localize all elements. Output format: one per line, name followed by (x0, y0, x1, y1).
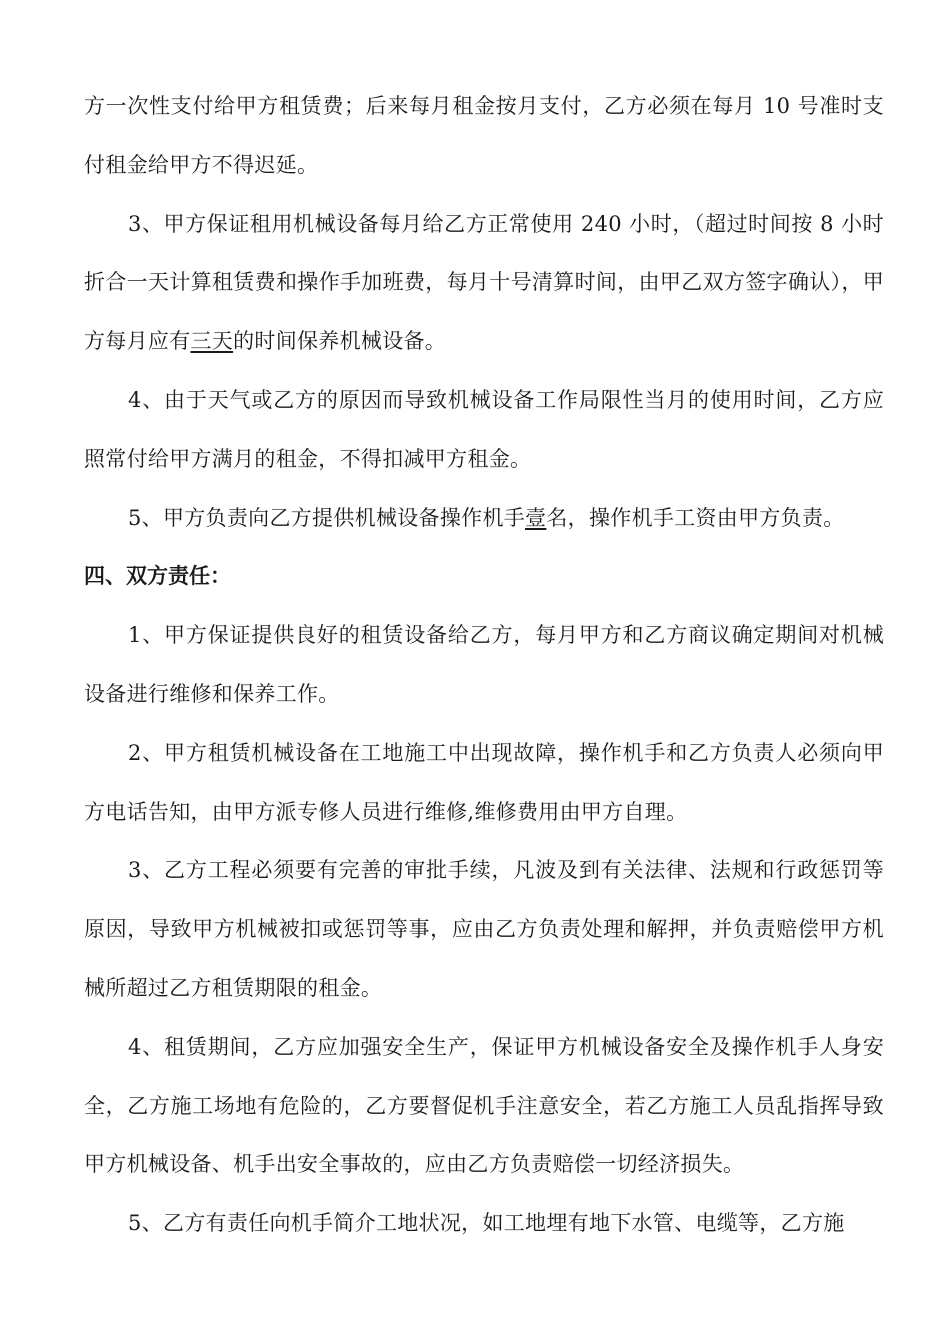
paragraph-item-3 (84, 195, 884, 371)
paragraph-item-5 (84, 489, 884, 548)
underlined-days: 三天 (190, 329, 234, 354)
paragraph-item-4: 4、由于天气或乙方的原因而导致机械设备工作局限性当月的使用时间，乙方应照常付给甲方满月的租金，不得扣减甲方租金。 (84, 387, 884, 471)
underlined-count: 壹 (525, 505, 547, 530)
paragraph-item-3-text-before: 3、甲方保证租用机械设备每月给乙方正常使用 240 小时，（超过时间按 8 小时折合一天计算租赁费和操作手加班费，每月十号清算时间，由甲乙双方签字确认），甲方每月应有 (84, 211, 884, 354)
responsibility-item-2: 2、甲方租赁机械设备在工地施工中出现故障，操作机手和乙方负责人必须向甲方电话告知，由甲方派专修人员进行维修,维修费用由甲方自理。 (84, 740, 884, 824)
paragraph-item-5-text-before: 5、甲方负责向乙方提供机械设备操作机手 (128, 505, 526, 530)
responsibility-item-1: 1、甲方保证提供良好的租赁设备给乙方，每月甲方和乙方商议确定期间对机械设备进行维修和保养工作。 (84, 623, 884, 706)
responsibility-item-3: 3、乙方工程必须要有完善的审批手续，凡波及到有关法律、法规和行政惩罚等原因，导致甲方机械被扣或惩罚等事，应由乙方负责处理和解押，并负责赔偿甲方机械所超过乙方租赁期限的租金。 (84, 858, 884, 1000)
responsibility-item-4: 4、租赁期间，乙方应加强安全生产，保证甲方机械设备安全及操作机手人身安全，乙方施工场地有危险的，乙方要督促机手注意安全，若乙方施工人员乱指挥导致甲方机械设备、机手出安全事故的，应由乙方负责赔偿一切经济损失。 (84, 1034, 884, 1177)
paragraph-item-5-text-after: 名，操作机手工资由甲方负责。 (546, 505, 845, 530)
paragraph-continuation: 方一次性支付给甲方租赁费；后来每月租金按月支付，乙方必须在每月 10 号准时支付租金给甲方不得迟延。 (84, 94, 884, 177)
document-page (84, 77, 884, 1253)
responsibility-item-5: 5、乙方有责任向机手简介工地状况，如工地埋有地下水管、电缆等，乙方施 (128, 1211, 845, 1236)
section-heading: 四、双方责任： (84, 563, 231, 589)
paragraph-item-3-text-after: 的时间保养机械设备。 (233, 329, 447, 354)
